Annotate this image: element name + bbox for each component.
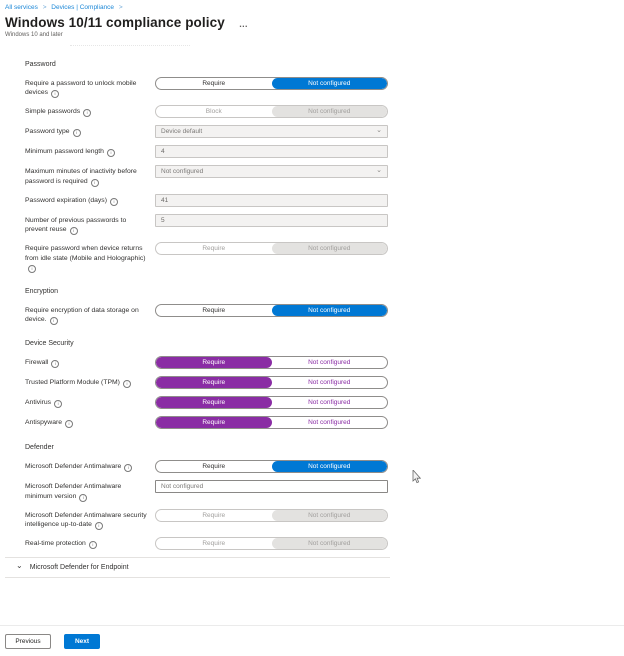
setting-label-text: Require password when device returns from idle state (Mobile and Holographic) [25,245,146,262]
info-icon[interactable]: i [50,317,58,325]
setting-label [25,105,155,117]
toggle-option[interactable]: Require [202,463,226,471]
setting-label-text: Number of previous passwords to prevent reuse [25,216,127,234]
info-icon[interactable]: i [95,522,103,530]
setting-row [25,509,624,530]
setting-control [155,376,388,389]
setting-control [155,480,388,493]
info-icon[interactable]: i [89,541,97,549]
toggle-option[interactable]: Not configured [308,399,351,407]
toggle-option[interactable]: Require [156,377,272,388]
setting-control [155,460,388,473]
dropdown-select [155,125,388,138]
toggle-option[interactable]: Not configured [308,379,351,387]
setting-row [25,165,624,186]
setting-label [25,165,155,186]
setting-row [25,416,624,429]
info-icon[interactable]: i [79,494,87,502]
setting-label-text: Microsoft Defender Antimalware minimum version [25,483,122,500]
section-title: Encryption [25,287,59,295]
setting-label [25,145,155,157]
setting-control [155,105,388,118]
setting-label-text: Firewall [25,359,49,367]
toggle-blue[interactable] [155,77,388,90]
section-title: Device Security [25,340,74,348]
text-input [155,145,388,158]
toggle-option: Not configured [272,243,388,254]
info-icon[interactable]: i [54,400,62,408]
chevron-down-icon: ⌄ [376,126,382,134]
setting-row [25,356,624,369]
info-icon[interactable]: i [65,420,73,428]
toggle-option[interactable]: Require [202,80,226,87]
setting-control [155,145,388,158]
toggle-option[interactable]: Not configured [272,305,388,316]
setting-label [25,537,155,549]
toggle-disabled [155,509,388,522]
setting-control [155,416,388,429]
toggle-option[interactable]: Require [202,306,226,314]
setting-control [155,304,388,317]
toggle-option[interactable]: Not configured [308,419,351,427]
breadcrumb-separator: > [42,4,47,11]
setting-label [25,396,155,408]
toggle-option: Require [202,540,226,547]
info-icon[interactable]: i [124,464,132,472]
dropdown-value: Device default [161,128,203,136]
page-subtitle: Windows 10 and later [5,32,63,38]
setting-label [25,242,155,273]
setting-label-text: Simple passwords [25,108,81,116]
info-icon[interactable]: i [107,149,115,157]
setting-label [25,460,155,472]
toggle-blue[interactable] [155,304,388,317]
setting-label-text: Trusted Platform Module (TPM) [25,379,120,387]
info-icon[interactable]: i [110,198,118,206]
setting-label [25,304,155,325]
setting-row [25,145,624,158]
toggle-purple[interactable] [155,396,388,409]
setting-label-text: Microsoft Defender Antimalware [25,463,122,471]
toggle-option: Not configured [272,538,388,549]
setting-row [25,242,624,273]
footer-bar [0,625,624,656]
divider [5,577,390,578]
dropdown-value: Not configured [161,168,204,176]
setting-row [25,194,624,207]
toggle-disabled [155,242,388,255]
setting-row [25,537,624,550]
breadcrumb-link-devices-compliance[interactable]: Devices | Compliance [51,4,115,11]
settings-list [25,61,624,550]
setting-row [25,105,624,118]
breadcrumb-separator: > [118,4,123,11]
next-button[interactable]: Next [64,634,100,649]
toggle-purple[interactable] [155,376,388,389]
toggle-purple[interactable] [155,356,388,369]
toggle-option[interactable]: Not configured [272,461,388,472]
text-input[interactable] [155,480,388,493]
setting-control [155,396,388,409]
setting-control [155,194,388,207]
toggle-option: Require [202,245,226,253]
breadcrumb [0,0,624,11]
page-title: Windows 10/11 compliance policy [5,15,225,30]
toggle-option[interactable]: Require [156,397,272,408]
setting-label-text: Password expiration (days) [25,196,107,204]
setting-control [155,165,388,178]
setting-row [25,304,624,325]
setting-label [25,416,155,428]
info-icon[interactable]: i [91,179,99,187]
setting-label [25,214,155,235]
info-icon[interactable]: i [51,90,59,98]
setting-row [25,214,624,235]
toggle-option: Not configured [272,106,388,117]
toggle-option: Block [205,108,222,116]
setting-label-text: Require encryption of data storage on device. [25,306,139,324]
info-icon[interactable]: i [28,265,36,273]
breadcrumb-link-all-services[interactable]: All services [5,4,38,11]
section-title: Password [25,61,56,68]
section-microsoft-defender-for-endpoint[interactable] [0,558,624,577]
setting-label-text: Minimum password length [25,148,104,156]
setting-row [25,396,624,409]
setting-control [155,77,388,90]
setting-label [25,194,155,206]
text-input [155,214,388,227]
setting-label-text: Require a password to unlock mobile devices [25,80,137,97]
setting-control [155,125,388,138]
toggle-disabled [155,105,388,118]
previous-button[interactable]: Previous [5,634,51,649]
setting-row [25,77,624,98]
text-input [155,194,388,207]
toggle-option[interactable]: Require [156,417,272,428]
info-icon[interactable]: i [70,227,78,235]
setting-row [25,480,624,501]
setting-row [25,460,624,473]
setting-label [25,480,155,501]
toggle-purple[interactable] [155,416,388,429]
info-icon[interactable]: i [123,380,131,388]
toggle-disabled [155,537,388,550]
info-icon[interactable]: i [73,129,81,137]
setting-control [155,214,388,227]
chevron-down-icon: ⌄ [16,561,23,570]
toggle-option[interactable]: Not configured [308,359,351,367]
setting-label-text: Microsoft Defender Antimalware security intelligence up-to-date [25,511,147,528]
toggle-option[interactable]: Not configured [272,78,388,89]
setting-control [155,356,388,369]
setting-label-text: Antivirus [25,399,52,407]
toggle-option: Not configured [272,510,388,521]
dropdown-select [155,165,388,178]
info-icon[interactable]: i [51,360,59,368]
setting-label-text: Real-time protection [25,540,86,547]
setting-control [155,242,388,255]
setting-label [25,125,155,137]
chevron-down-icon: ⌄ [376,166,382,174]
info-icon[interactable]: i [83,109,91,117]
toggle-option: Require [202,511,226,519]
toggle-blue[interactable] [155,460,388,473]
setting-control [155,509,388,522]
setting-label-text: Maximum minutes of inactivity before password is required [25,168,137,185]
setting-label [25,376,155,388]
clipped-scrolled-row [70,41,190,46]
setting-row [25,125,624,138]
toggle-option[interactable]: Require [156,357,272,368]
setting-label [25,77,155,98]
setting-label-text: Antispyware [25,419,63,427]
setting-label [25,356,155,368]
section-title: Defender [25,444,54,452]
collapsed-section-label: Microsoft Defender for Endpoint [29,564,129,571]
setting-label [25,509,155,530]
setting-row [25,376,624,389]
more-options-button[interactable]: … [238,19,248,29]
setting-control [155,537,388,550]
setting-label-text: Password type [25,128,70,136]
